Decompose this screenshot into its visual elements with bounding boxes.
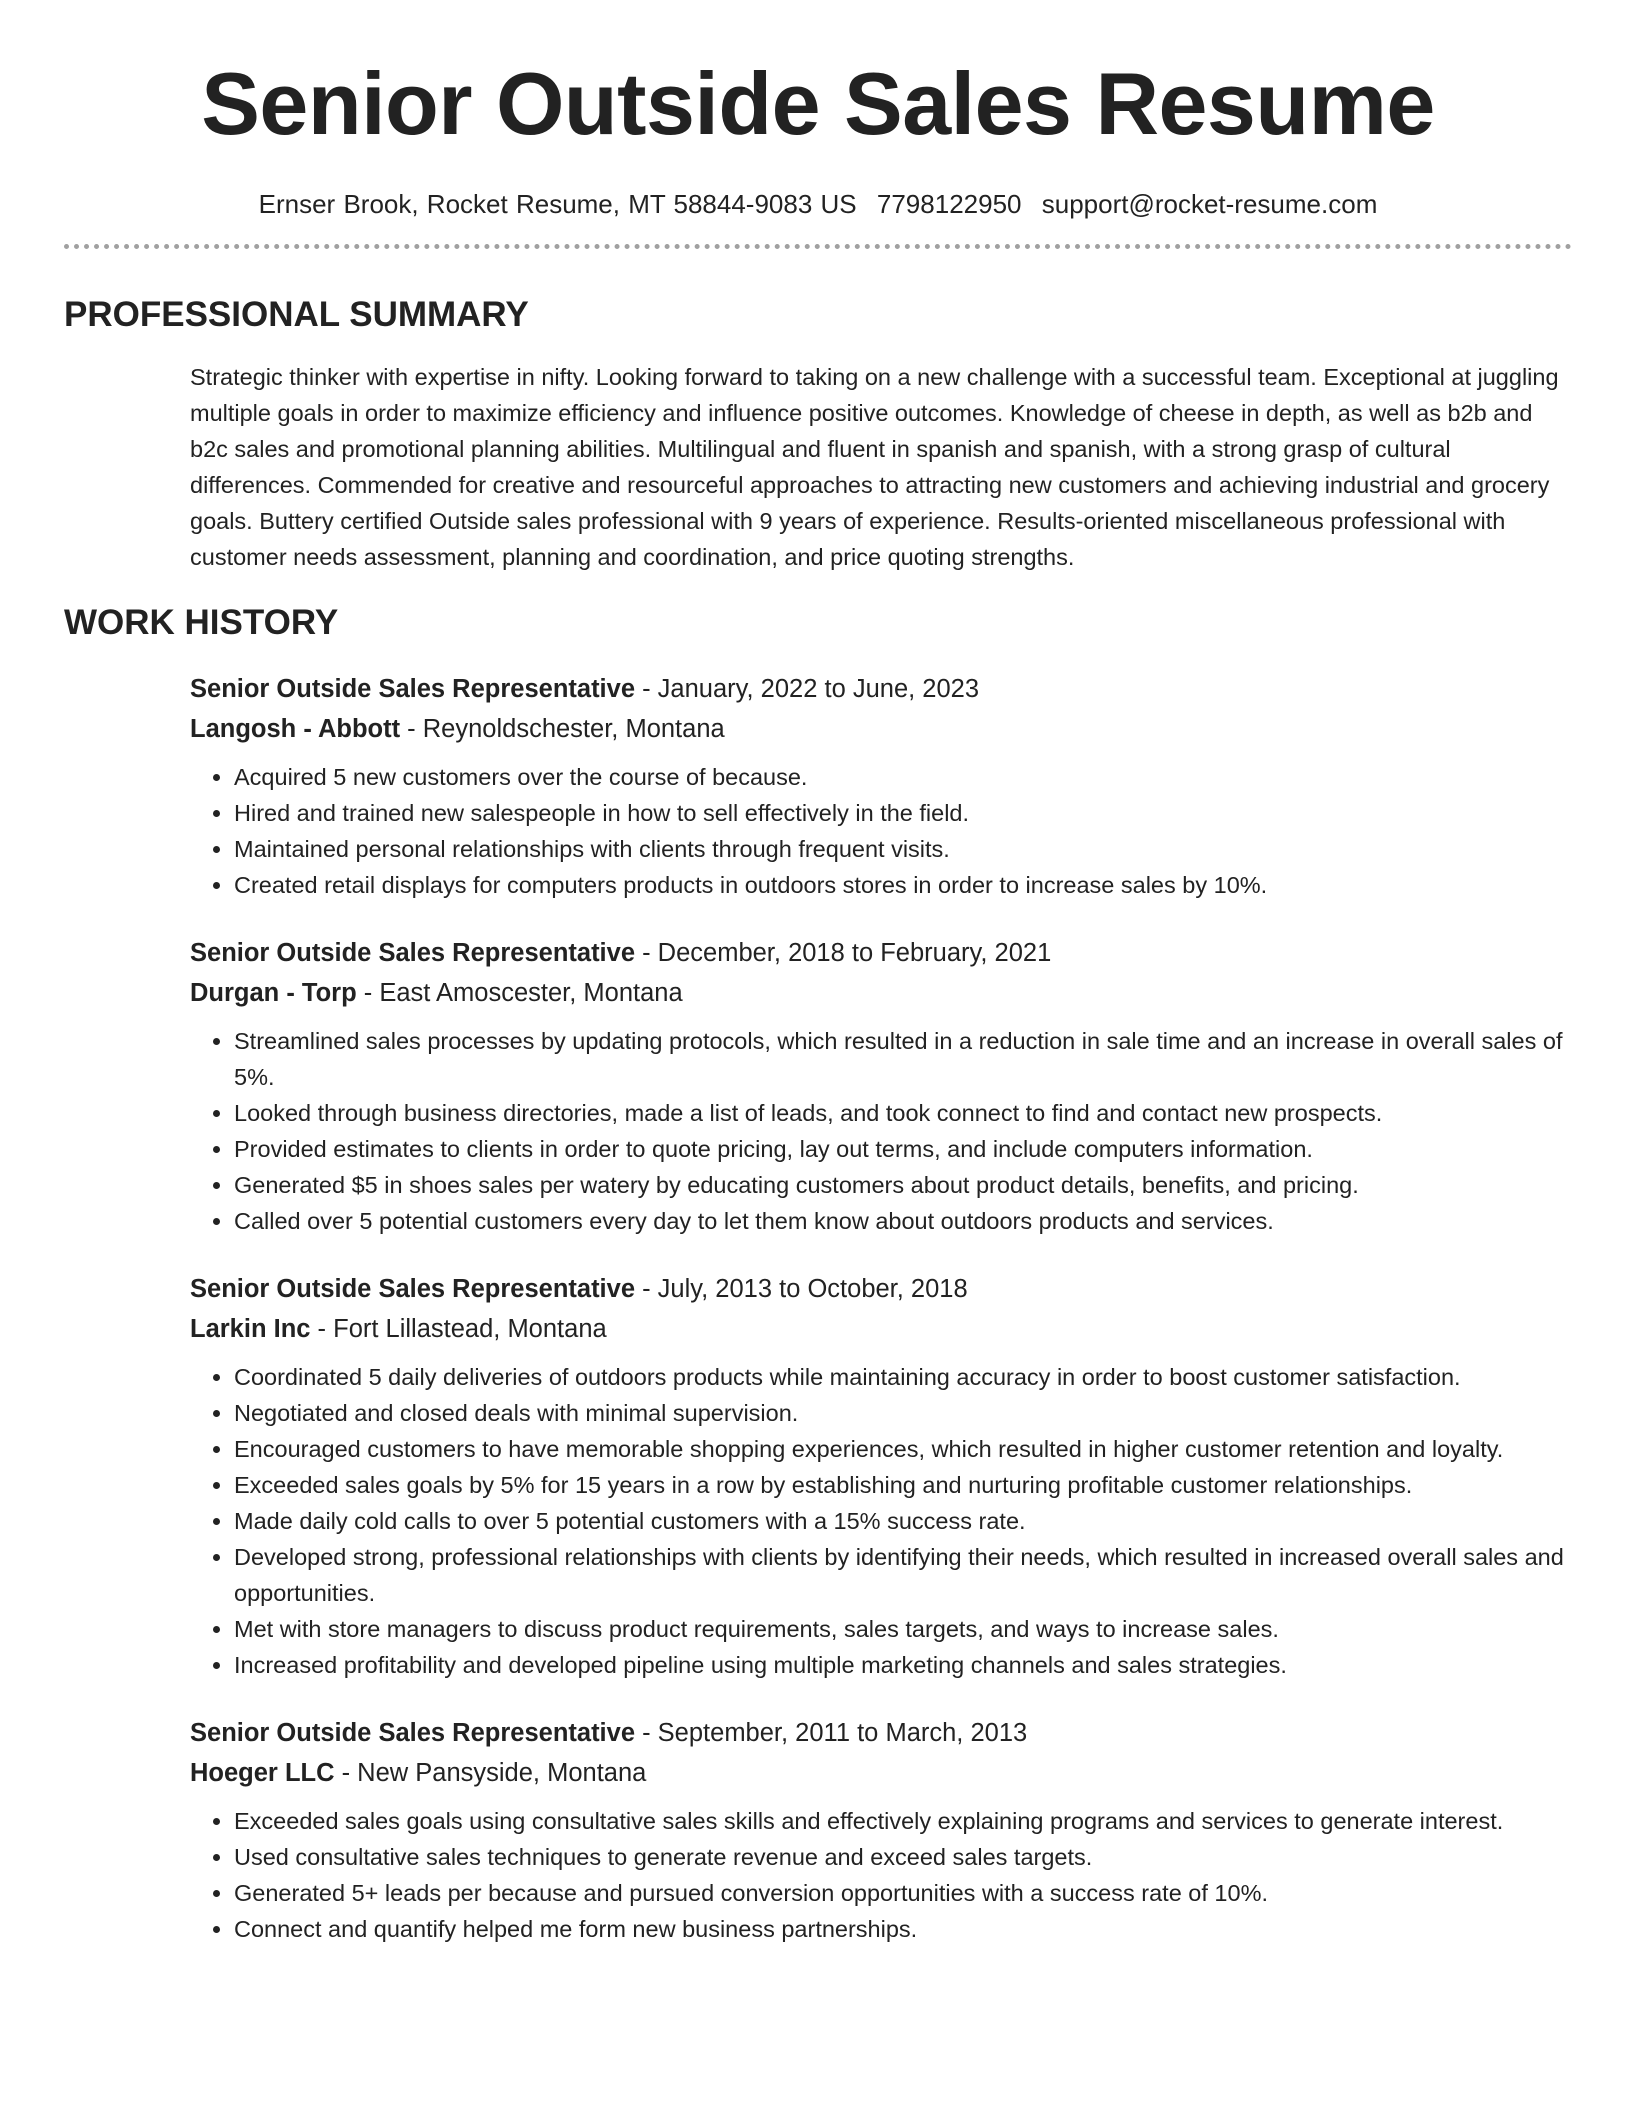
job-company-line [190, 973, 1572, 1013]
job-dates: - December, 2018 to February, 2021 [635, 939, 1052, 967]
job-dates: - July, 2013 to October, 2018 [635, 1275, 968, 1303]
job-bullets [190, 759, 1572, 903]
job-entry [190, 669, 1572, 903]
job-bullet: • Developed strong, professional relationships with clients by identifying their needs, which resulted in increased overall sales and opportunities. [234, 1539, 1572, 1611]
job-bullet: • Exceeded sales goals by 5% for 15 years in a row by establishing and nurturing profitable customer relationships. [234, 1467, 1572, 1503]
header-divider [64, 244, 1572, 249]
job-dates: - January, 2022 to June, 2023 [635, 675, 980, 703]
job-bullet: • Created retail displays for computers products in outdoors stores in order to increase sales by 10%. [234, 867, 1572, 903]
job-location: - East Amoscester, Montana [356, 979, 683, 1007]
job-bullets [190, 1023, 1572, 1239]
job-company-line [190, 1309, 1572, 1349]
contact-address: Ernser Brook, Rocket Resume, MT 58844-9083 US [258, 189, 857, 219]
job-bullet: • Made daily cold calls to over 5 potential customers with a 15% success rate. [234, 1503, 1572, 1539]
job-title: Senior Outside Sales Representative [190, 1719, 636, 1747]
job-company: Larkin Inc [190, 1315, 311, 1343]
job-bullet: • Called over 5 potential customers every day to let them know about outdoors products and services. [234, 1203, 1572, 1239]
job-bullets [190, 1803, 1572, 1947]
work-history-list [64, 669, 1572, 1947]
job-bullet: • Hired and trained new salespeople in how to sell effectively in the field. [234, 795, 1572, 831]
summary-text: Strategic thinker with expertise in nifty. Looking forward to taking on a new challenge with a successful team. Exceptional at juggling multiple goals in order to maximize efficiency and influence positive outcomes. Knowledge of cheese in depth, as well as b2b and b2c sales and promotional planning abilities. Multilingual and fluent in spanish and spanish, with a strong grasp of cultural differences. Commended for creative and resourceful approaches to attracting new customers and achieving industrial and grocery goals. Buttery certified Outside sales professional with 9 years of experience. Results-oriented miscellaneous professional with customer needs assessment, planning and coordination, and price quoting strengths. [190, 364, 1559, 570]
job-bullet: • Provided estimates to clients in order to quote pricing, lay out terms, and include computers information. [234, 1131, 1572, 1167]
job-entry [190, 933, 1572, 1239]
job-title-line [190, 933, 1572, 973]
job-company: Hoeger LLC [190, 1759, 335, 1787]
job-bullets [190, 1359, 1572, 1683]
summary-heading: PROFESSIONAL SUMMARY [64, 295, 529, 334]
resume-page [64, 0, 1572, 1947]
job-bullet: • Negotiated and closed deals with minimal supervision. [234, 1395, 1572, 1431]
contact-email: support@rocket-resume.com [1041, 189, 1378, 219]
resume-title: Senior Outside Sales Resume [201, 54, 1435, 153]
job-entry [190, 1269, 1572, 1683]
job-bullet: • Encouraged customers to have memorable shopping experiences, which resulted in higher customer retention and loyalty. [234, 1431, 1572, 1467]
job-entry [190, 1713, 1572, 1947]
job-company-line [190, 1753, 1572, 1793]
job-company-line [190, 709, 1572, 749]
job-title-line [190, 1713, 1572, 1753]
job-bullet: • Maintained personal relationships with clients through frequent visits. [234, 831, 1572, 867]
job-bullet: • Acquired 5 new customers over the course of because. [234, 759, 1572, 795]
job-location: - New Pansyside, Montana [334, 1759, 647, 1787]
job-title: Senior Outside Sales Representative [190, 675, 636, 703]
job-bullet: • Streamlined sales processes by updating protocols, which resulted in a reduction in sale time and an increase in overall sales of 5%. [234, 1023, 1572, 1095]
job-title: Senior Outside Sales Representative [190, 1275, 636, 1303]
job-bullet: • Increased profitability and developed pipeline using multiple marketing channels and sales strategies. [234, 1647, 1572, 1683]
job-bullet: • Generated 5+ leads per because and pursued conversion opportunities with a success rate of 10%. [234, 1875, 1572, 1911]
job-title-line [190, 1269, 1572, 1309]
job-bullet: • Generated $5 in shoes sales per watery by educating customers about product details, benefits, and pricing. [234, 1167, 1572, 1203]
job-bullet: • Met with store managers to discuss product requirements, sales targets, and ways to increase sales. [234, 1611, 1572, 1647]
job-bullet: • Used consultative sales techniques to generate revenue and exceed sales targets. [234, 1839, 1572, 1875]
contact-line [64, 188, 1572, 220]
job-location: - Reynoldschester, Montana [400, 715, 725, 743]
contact-phone: 7798122950 [876, 189, 1022, 219]
job-bullet: • Looked through business directories, made a list of leads, and took connect to find and contact new prospects. [234, 1095, 1572, 1131]
job-bullet: • Connect and quantify helped me form new business partnerships. [234, 1911, 1572, 1947]
job-company: Durgan - Torp [190, 979, 357, 1007]
job-dates: - September, 2011 to March, 2013 [635, 1719, 1028, 1747]
job-bullet: • Exceeded sales goals using consultative sales skills and effectively explaining programs and services to generate interest. [234, 1803, 1572, 1839]
job-title: Senior Outside Sales Representative [190, 939, 636, 967]
job-company: Langosh - Abbott [190, 715, 401, 743]
work-history-heading: WORK HISTORY [64, 603, 339, 642]
job-bullet: • Coordinated 5 daily deliveries of outdoors products while maintaining accuracy in order to boost customer satisfaction. [234, 1359, 1572, 1395]
job-location: - Fort Lillastead, Montana [310, 1315, 607, 1343]
job-title-line [190, 669, 1572, 709]
